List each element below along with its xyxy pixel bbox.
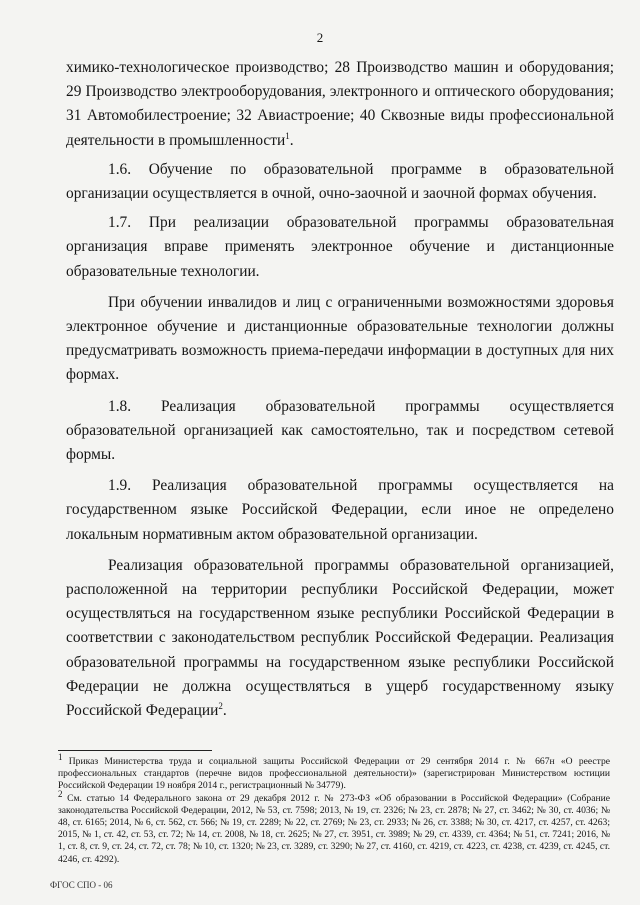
- paragraph-1-9: 1.9. Реализация образовательной программы осуществляется на государственном языке Российской Федерации, если иное не определено локальным нормативным актом образовательной организации.: [66, 477, 614, 543]
- footnote-divider: [58, 750, 212, 751]
- footnote-text: Приказ Министерства труда и социальной защиты Российской Федерации от 29 сентября 2014 г. № 667н «О реестре профессиональных стандартов (перечне видов профессиональной деятельности)» (зарегистрирован Министерством юстиции Российской Федерации 19 ноября 2014 г., регистрационный № 34779).: [58, 756, 611, 792]
- footnote-2: [58, 788, 611, 866]
- footnote-ref[interactable]: 1: [285, 130, 290, 141]
- paragraph-1-6: 1.6. Обучение по образовательной программе в образовательной организации осуществляется в очной, очно-заочной и заочной формах обучения.: [66, 160, 614, 203]
- paragraph-continuation: химико-технологическое производство; 28 Производство машин и оборудования; 29 Производство электрооборудования, электронного и оптического оборудования; 31 Автомобилестроение; 32 Авиастроение; 40 Сквозные виды профессиональной деятельности в промышленности$^1$.: [66, 59, 614, 149]
- footnote-ref[interactable]: 2: [218, 700, 223, 711]
- paragraph-text: химико-технологическое производство; 28 Производство машин и оборудования; 29 Производство электрооборудования, электронного и оптического оборудования; 31 Автомобилестроение; 32 Авиастроение; 40 Сквозные виды профессиональной деятельности в промышленности: [66, 59, 614, 149]
- page-number: 2: [316, 30, 324, 45]
- footnote-mark: 2: [58, 788, 63, 799]
- paragraph-republic-language: Реализация образовательной программы образовательной организацией, расположенной на территории республики Российской Федерации, может осуществляться на государственном языке республики Российской Федерации в соответствии с законодательством республик Российской Федерации. Реализация образовательной программы на государственном языке республики Российской Федерации не должна осуществляться в ущерб государственному языку Российской Федерации$^2$.: [66, 556, 614, 720]
- footnote-1: [58, 751, 611, 793]
- body-text: [66, 56, 614, 728]
- document-code: ФГОС СПО - 06: [50, 880, 113, 890]
- paragraph-disabilities: При обучении инвалидов и лиц с ограниченными возможностями здоровья электронное обучение и дистанционные образовательные технологии должны предусматривать возможность приема-передачи информации в доступных для них формах.: [66, 293, 614, 384]
- footnote-text: См. статью 14 Федерального закона от 29 декабря 2012 г. № 273-ФЗ «Об образовании в Российской Федерации» (Собрание законодательства Российской Федерации, 2012, № 53, ст. 7598; 2013, № 19, ст. 2326; № 23, ст. 2878; № 27, ст. 3462; № 30, ст. 4036; № 48, ст. 6165; 2014, № 6, ст. 562, ст. 566; № 19, ст. 2289; № 22, ст. 2769; № 23, ст. 2933; № 26, ст. 3388; № 30, ст. 4217, ст. 4257, ст. 4263; 2015, № 1, ст. 42, ст. 53, ст. 72; № 14, ст. 2008, № 18, ст. 2625; № 27, ст. 3951, ст. 3989; № 29, ст. 4339, ст. 4364; № 51, ст. 7241; 2016, № 1, ст. 8, ст. 9, ст. 24, ст. 72, ст. 78; № 10, ст. 1320; № 23, ст. 3289, ст. 3290; № 27, ст. 4160, ст. 4219, ст. 4223, ст. 4238, ст. 4239, ст. 4245, ст. 4246, ст. 4292).: [58, 792, 611, 865]
- footnote-mark: 1: [58, 751, 63, 762]
- paragraph-1-8: 1.8. Реализация образовательной программы осуществляется образовательной организацией как самостоятельно, так и посредством сетевой формы.: [66, 397, 614, 464]
- footnotes: [58, 751, 611, 866]
- paragraph-1-7: 1.7. При реализации образовательной программы образовательная организация вправе применять электронное обучение и дистанционные образовательные технологии.: [66, 214, 614, 280]
- paragraph-text: Реализация образовательной программы образовательной организацией, расположенной на территории республики Российской Федерации, может осуществляться на государственном языке республики Российской Федерации в соответствии с законодательством республик Российской Федерации. Реализация образовательной программы на государственном языке республики Российской Федерации не должна осуществляться в ущерб государственному языку Российской Федерации: [66, 556, 614, 720]
